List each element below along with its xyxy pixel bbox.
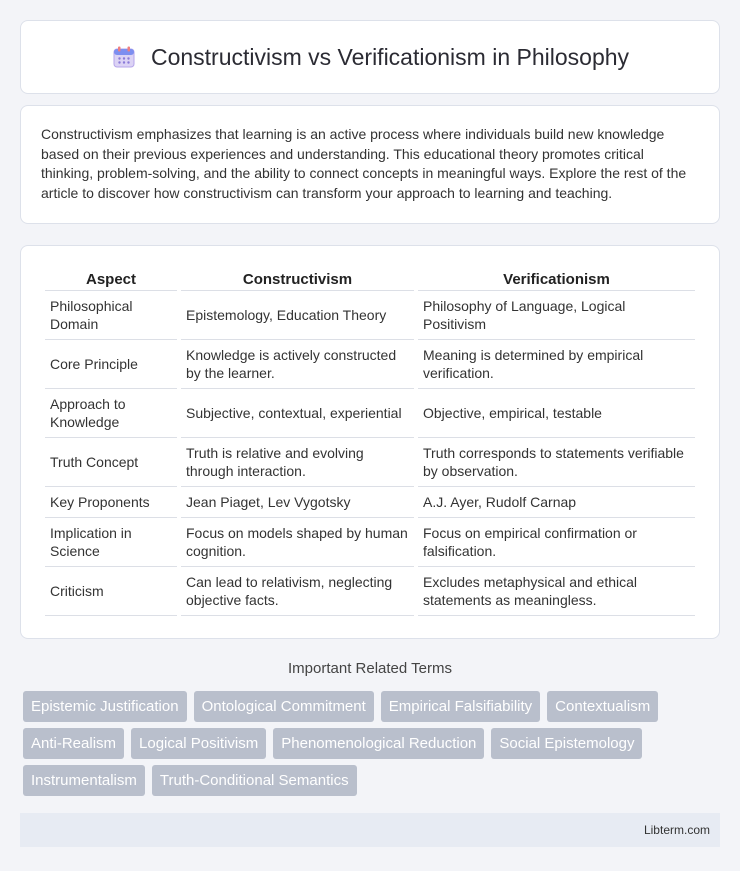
table-cell-verificationism: A.J. Ayer, Rudolf Carnap: [418, 489, 695, 518]
related-term-tag[interactable]: Anti-Realism: [23, 728, 124, 759]
table-cell-aspect: Approach to Knowledge: [45, 391, 177, 438]
table-cell-aspect: Key Proponents: [45, 489, 177, 518]
table-row: [45, 391, 695, 438]
calendar-icon: [111, 44, 137, 70]
table-cell-constructivism: Can lead to relativism, neglecting objective facts.: [181, 569, 414, 616]
column-header-verificationism: Verificationism: [418, 268, 695, 291]
table-row: [45, 440, 695, 487]
page-footer: [20, 813, 720, 847]
table-row: [45, 342, 695, 389]
page-header: [20, 20, 720, 94]
table-cell-verificationism: Meaning is determined by empirical verification.: [418, 342, 695, 389]
intro-text: Constructivism emphasizes that learning is an active process where individuals build new knowledge based on their previous experiences and understanding. This educational theory promotes critical thinking, problem-solving, and the ability to connect concepts in meaningful ways. Explore the rest of the article to discover how constructivism can transform your approach to learning and teaching.: [41, 126, 687, 201]
table-cell-verificationism: Truth corresponds to statements verifiable by observation.: [418, 440, 695, 487]
table-row: [45, 489, 695, 518]
intro-section: [20, 105, 720, 224]
related-term-tag[interactable]: Epistemic Justification: [23, 691, 187, 722]
related-term-tag[interactable]: Logical Positivism: [131, 728, 266, 759]
table-cell-constructivism: Knowledge is actively constructed by the learner.: [181, 342, 414, 389]
comparison-table: [41, 266, 699, 618]
table-cell-constructivism: Focus on models shaped by human cognition.: [181, 520, 414, 567]
column-header-aspect: Aspect: [45, 268, 177, 291]
table-cell-verificationism: Focus on empirical confirmation or falsification.: [418, 520, 695, 567]
related-term-tag[interactable]: Instrumentalism: [23, 765, 145, 796]
table-cell-aspect: Truth Concept: [45, 440, 177, 487]
table-cell-constructivism: Subjective, contextual, experiential: [181, 391, 414, 438]
column-header-constructivism: Constructivism: [181, 268, 414, 291]
related-term-tag[interactable]: Contextualism: [547, 691, 658, 722]
table-cell-verificationism: Objective, empirical, testable: [418, 391, 695, 438]
related-term-tag[interactable]: Empirical Falsifiability: [381, 691, 540, 722]
table-cell-aspect: Core Principle: [45, 342, 177, 389]
related-term-tag[interactable]: Ontological Commitment: [194, 691, 374, 722]
related-terms-list: [20, 691, 720, 796]
comparison-section: [20, 245, 720, 639]
table-cell-aspect: Implication in Science: [45, 520, 177, 567]
table-cell-aspect: Criticism: [45, 569, 177, 616]
related-terms-title: Important Related Terms: [288, 660, 452, 677]
table-cell-aspect: Philosophical Domain: [45, 293, 177, 340]
table-row: [45, 569, 695, 616]
table-row: [45, 293, 695, 340]
related-term-tag[interactable]: Truth-Conditional Semantics: [152, 765, 357, 796]
table-cell-constructivism: Jean Piaget, Lev Vygotsky: [181, 489, 414, 518]
table-cell-constructivism: Epistemology, Education Theory: [181, 293, 414, 340]
related-term-tag[interactable]: Social Epistemology: [491, 728, 642, 759]
related-term-tag[interactable]: Phenomenological Reduction: [273, 728, 484, 759]
table-cell-verificationism: Philosophy of Language, Logical Positivism: [418, 293, 695, 340]
table-cell-verificationism: Excludes metaphysical and ethical statements as meaningless.: [418, 569, 695, 616]
table-row: [45, 520, 695, 567]
page-title: Constructivism vs Verificationism in Philosophy: [150, 43, 630, 70]
related-terms-section: [20, 660, 720, 796]
table-cell-constructivism: Truth is relative and evolving through interaction.: [181, 440, 414, 487]
footer-site-link[interactable]: Libterm.com: [643, 823, 710, 837]
table-header-row: [45, 268, 695, 291]
